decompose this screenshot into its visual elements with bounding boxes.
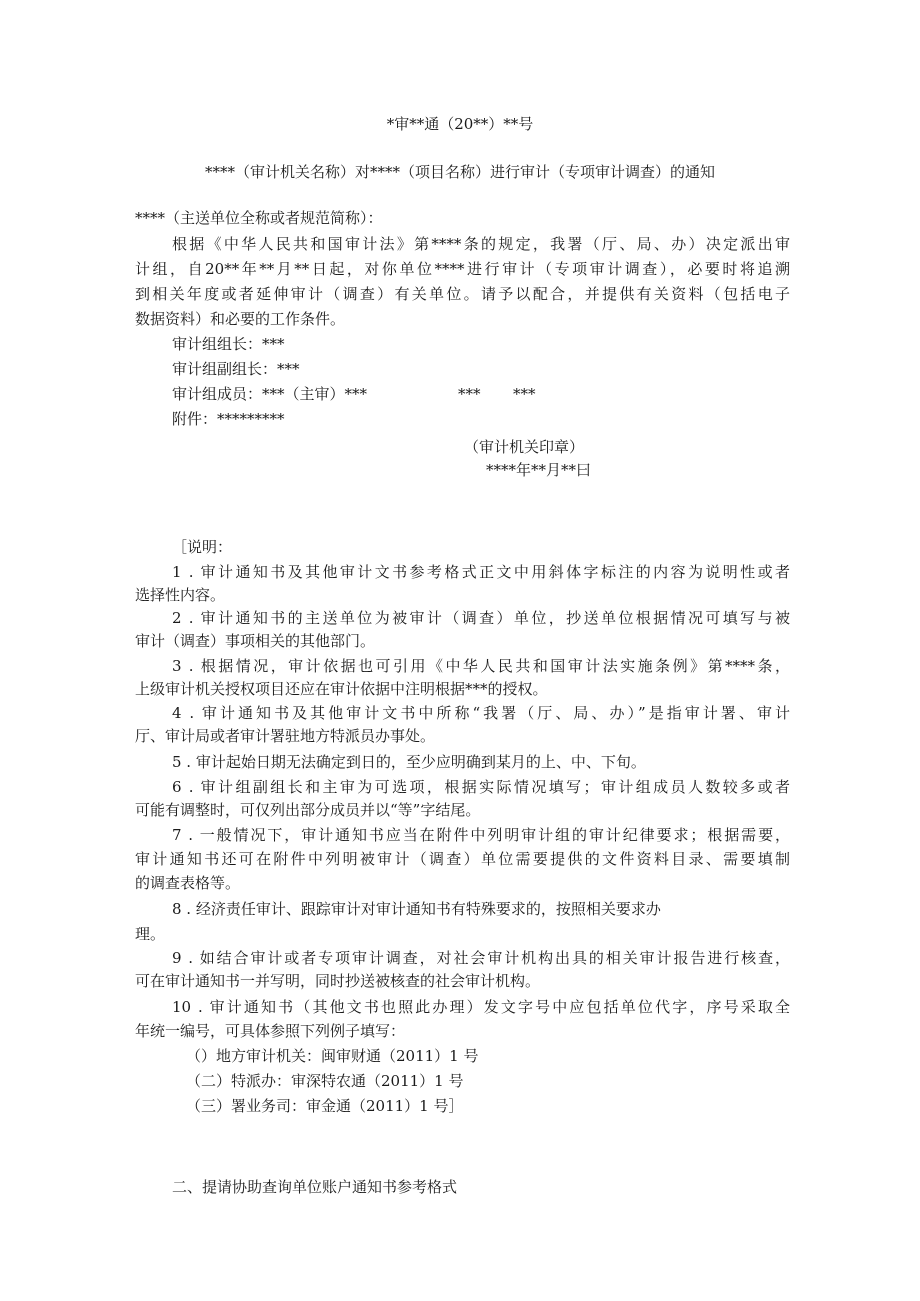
example-line: （）地方审计机关：闽审财通（2011）1 号 [186,1047,479,1065]
issue-date: ****年**月**曰 [486,461,592,479]
team-member: *** [513,385,536,403]
team-deputy: 审计组副组长：*** [172,360,300,378]
note-line: 1 . 审计通知书及其他审计文书参考格式正文中用斜体字标注的内容为说明性或者 [172,563,790,581]
note-line: 4 . 审计通知书及其他审计文书中所称“我署（厅、局、办）”是指审计署、审计 [172,704,790,722]
note-line: 10 . 审计通知书（其他文书也照此办理）发文字号中应包括单位代字，序号采取全 [172,998,790,1016]
body-line: 计组，自20**年**月**日起，对你单位****进行审计（专项审计调查），必要时将追溯 [135,260,790,278]
note-line: 9 . 如结合审计或者专项审计调查，对社会审计机构出具的相关审计报告进行核查， [172,949,790,967]
note-line: 年统一编号，可具体参照下列例子填写： [135,1022,406,1040]
notice-title: ****（审计机关名称）对****（项目名称）进行审计（专项审计调查）的通知 [204,163,715,181]
note-line: 审计（调查）事项相关的其他部门。 [135,632,376,650]
note-line: 3 . 根据情况，审计依据也可引用《中华人民共和国审计法实施条例》第****条， [172,657,790,675]
note-line: 7 . 一般情况下，审计通知书应当在附件中列明审计组的审计纪律要求；根据需要， [172,826,790,844]
note-line: 可在审计通知书一并写明，同时抄送被核查的社会审计机构。 [135,972,541,990]
example-line: （三）署业务司：审金通（2011）1 号］ [186,1097,464,1115]
note-line: 8 . 经济责任审计、跟踪审计对审计通知书有特殊要求的，按照相关要求办 [172,900,661,918]
note-line: 可能有调整时，可仅列出部分成员并以“等”字结尾。 [135,801,481,819]
team-members: 审计组成员：***（主审）*** [172,385,368,403]
example-line: （二）特派办：审深特农通（2011）1 号 [186,1072,464,1090]
team-member: *** [458,385,481,403]
seal-placeholder: （审计机关印章） [464,438,585,456]
notes-header: ［说明： [172,538,233,556]
note-line: 理。 [135,925,166,943]
note-line: 6 . 审计组副组长和主审为可选项，根据实际情况填写；审计组成员人数较多或者 [172,778,790,796]
recipient-line: ****（主送单位全称或者规范简称）： [135,209,383,227]
note-line: 选择性内容。 [135,586,226,604]
note-line: 的调查表格等。 [135,874,241,892]
body-line: 数据资料）和必要的工作条件。 [135,310,346,328]
document-number: *审**通（20**）**号 [386,115,534,133]
note-line: 5 . 审计起始日期无法确定到日的，至少应明确到某月的上、中、下旬。 [172,753,646,771]
section-heading: 二、提请协助查询单位账户通知书参考格式 [172,1178,458,1196]
note-line: 2 . 审计通知书的主送单位为被审计（调查）单位，抄送单位根据情况可填写与被 [172,609,790,627]
body-line: 到相关年度或者延伸审计（调查）有关单位。请予以配合，并提供有关资料（包括电子 [135,285,790,303]
note-line: 厅、审计局或者审计署驻地方特派员办事处。 [135,727,436,745]
attachment-line: 附件：********* [172,410,285,428]
note-line: 上级审计机关授权项目还应在审计依据中注明根据***的授权。 [135,680,548,698]
note-line: 审计通知书还可在附件中列明被审计（调查）单位需要提供的文件资料目录、需要填制 [135,850,790,868]
body-line: 根据《中华人民共和国审计法》第****条的规定，我署（厅、局、办）决定派出审 [172,235,790,253]
team-leader: 审计组组长：*** [172,335,285,353]
